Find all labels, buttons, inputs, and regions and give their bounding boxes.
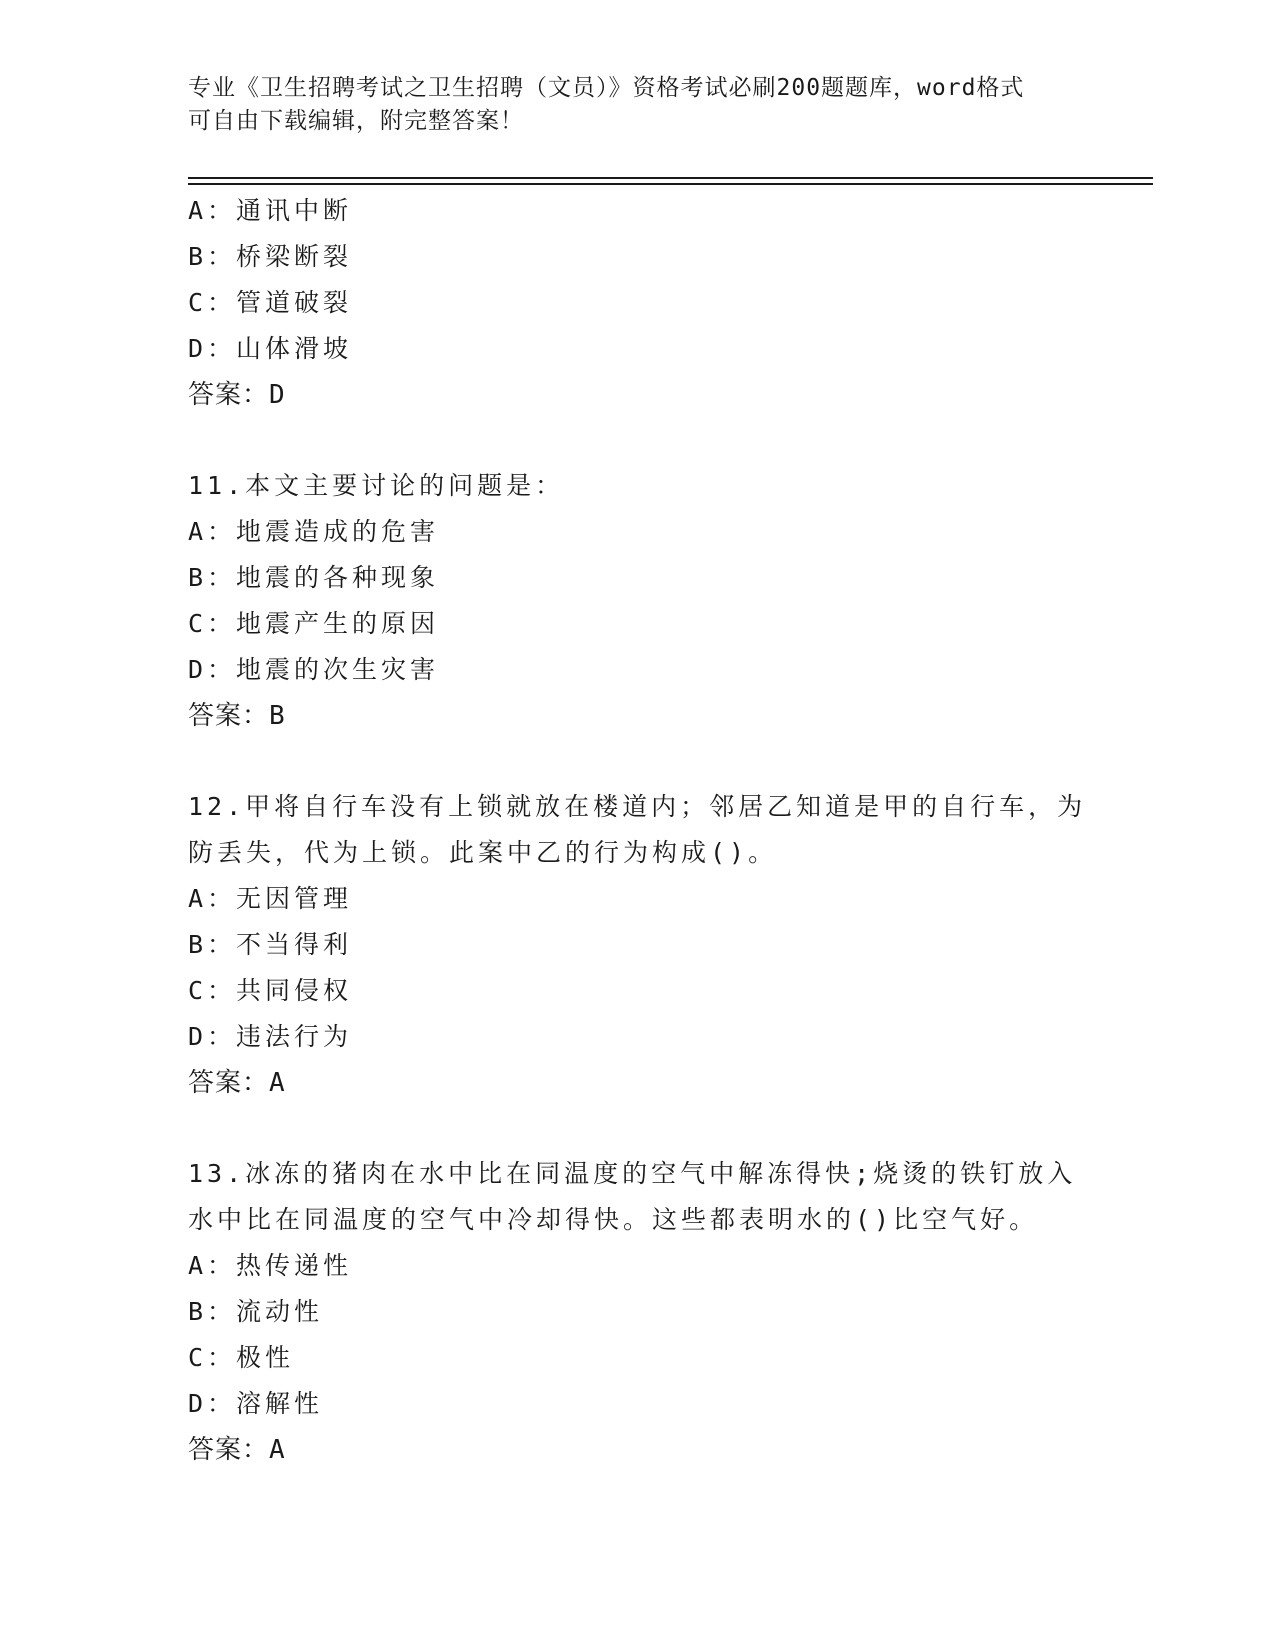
- option-d: D：违法行为: [188, 1022, 353, 1051]
- option-d: D：溶解性: [188, 1389, 324, 1418]
- question-list: [188, 188, 1088, 1473]
- option-c: C：地震产生的原因: [188, 609, 440, 638]
- question-text: 11.本文主要讨论的问题是：: [188, 471, 565, 500]
- option-a: A：地震造成的危害: [188, 517, 440, 546]
- header-title-line-1: 专业《卫生招聘考试之卫生招聘（文员）》资格考试必刷200题题库，word格式: [188, 75, 1025, 101]
- document-header: [188, 72, 1068, 138]
- answer-label: 答案：B: [188, 701, 286, 731]
- spacer: [188, 418, 1088, 463]
- question-text: 13.冰冻的猪肉在水中比在同温度的空气中解冻得快;烧烫的铁钉放入水中比在同温度的空气中冷却得快。这些都表明水的()比空气好。: [188, 1159, 1077, 1234]
- option-b: B：桥梁断裂: [188, 242, 353, 271]
- option-b: B：流动性: [188, 1297, 324, 1326]
- header-divider-bottom: [188, 183, 1153, 185]
- option-d: D：地震的次生灾害: [188, 655, 440, 684]
- answer-label: 答案：A: [188, 1068, 286, 1098]
- header-divider-top: [188, 177, 1153, 179]
- option-a: A：热传递性: [188, 1251, 353, 1280]
- question-10-continued: [188, 188, 1088, 418]
- answer-label: 答案：D: [188, 380, 286, 410]
- option-c: C：管道破裂: [188, 288, 353, 317]
- question-12: [188, 784, 1088, 1106]
- option-b: B：不当得利: [188, 930, 353, 959]
- header-title-line-2: 可自由下载编辑，附完整答案！: [188, 108, 524, 134]
- question-13: [188, 1151, 1088, 1473]
- option-c: C：极性: [188, 1343, 295, 1372]
- option-a: A：通讯中断: [188, 196, 353, 225]
- option-d: D：山体滑坡: [188, 334, 353, 363]
- option-c: C：共同侵权: [188, 976, 353, 1005]
- option-a: A：无因管理: [188, 884, 353, 913]
- spacer: [188, 1106, 1088, 1151]
- question-text: 12.甲将自行车没有上锁就放在楼道内；邻居乙知道是甲的自行车，为防丢失，代为上锁。此案中乙的行为构成()。: [188, 792, 1087, 867]
- option-b: B：地震的各种现象: [188, 563, 440, 592]
- spacer: [188, 739, 1088, 784]
- question-11: [188, 463, 1088, 739]
- answer-label: 答案：A: [188, 1435, 286, 1465]
